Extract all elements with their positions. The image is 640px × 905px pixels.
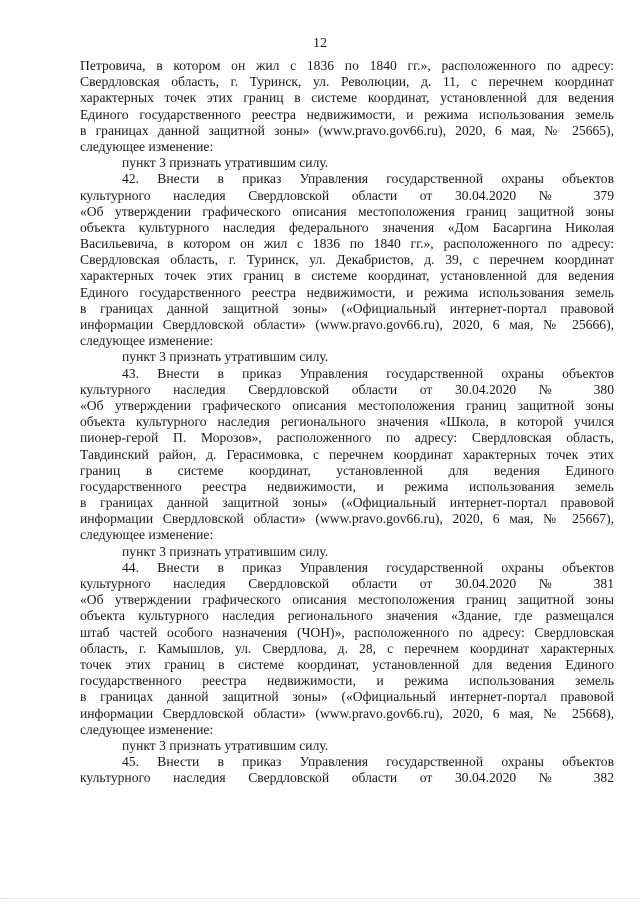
text-line: Васильевича, в котором он жил с 1836 по 1840 гг.», расположенного по адресу: (80, 236, 614, 252)
text-line: Петровича, в котором он жил с 1836 по 1840 гг.», расположенного по адресу: (80, 58, 614, 73)
text-line: точек этих границ в системе координат, установленной для ведения Единого (80, 656, 614, 672)
text-line: область, г. Камышлов, ул. Свердлова, д. 28, с перечнем координат характерных (80, 640, 614, 656)
text-line: объекта культурного наследия регионального значения «Здание, где размещался (80, 608, 614, 624)
text-line: объекта культурного наследия регионального значения «Школа, в которой учился (80, 414, 614, 430)
text-line: культурного наследия Свердловской области от 30.04.2020 № 381 (80, 576, 614, 591)
text-line: границ в системе координат, установленной для ведения Единого (80, 462, 614, 478)
text-line: 43. Внести в приказ Управления государственной охраны объектов (122, 365, 614, 381)
text-line: характерных точек этих границ в системе координат, установленной для ведения (80, 268, 614, 284)
text-line: культурного наследия Свердловской области от 30.04.2020 № 382 (80, 770, 614, 786)
text-line: культурного наследия Свердловской области от 30.04.2020 № 379 (80, 187, 614, 203)
text-line: следующее изменение: (80, 721, 214, 737)
text-line: пункт 3 признать утратившим силу. (122, 543, 329, 559)
text-line: пункт 3 признать утратившим силу. (122, 349, 329, 365)
text-line: следующее изменение: (80, 138, 214, 154)
text-line: 44. Внести в приказ Управления государственной охраны объектов (122, 559, 614, 575)
text-line: «Об утверждении графического описания местоположения границ защитной зоны (80, 397, 614, 413)
text-line: «Об утверждении графического описания местоположения границ защитной зоны (80, 592, 614, 608)
text-line: в границах данной защитной зоны» («Официальный интернет-портал правовой (80, 300, 614, 316)
text-line: «Об утверждении графического описания местоположения границ защитной зоны (80, 203, 614, 219)
text-line: в границах данной защитной зоны» (www.pravo.gov66.ru), 2020, 6 мая, № 25665), (80, 122, 614, 138)
text-line: следующее изменение: (80, 527, 214, 543)
text-line: Единого государственного реестра недвижимости, и режима использования земель (80, 284, 614, 300)
text-line: информации Свердловской области» (www.pravo.gov66.ru), 2020, 6 мая, № 25668), (80, 705, 614, 721)
text-line: в границах данной защитной зоны» («Официальный интернет-портал правовой (80, 495, 614, 511)
text-line: культурного наследия Свердловской области от 30.04.2020 № 380 (80, 381, 614, 397)
text-line: пионер-герой П. Морозов», расположенного по адресу: Свердловская область, (80, 430, 614, 446)
text-line: характерных точек этих границ в системе координат, установленной для ведения (80, 90, 614, 106)
text-line: пункт 3 признать утратившим силу. (122, 155, 329, 171)
text-line: пункт 3 признать утратившим силу. (122, 737, 329, 753)
text-line: штаб частей особого назначения (ЧОН)», расположенного по адресу: Свердловская (80, 624, 614, 640)
page-number: 12 (313, 36, 327, 51)
text-line: 42. Внести в приказ Управления государственной охраны объектов (122, 171, 614, 187)
text-line: государственного реестра недвижимости, и режима использования земель (80, 478, 614, 494)
text-line: объекта культурного наследия федерального значения «Дом Басаргина Николая (80, 219, 614, 235)
text-line: информации Свердловской области» (www.pravo.gov66.ru), 2020, 6 мая, № 25666), (80, 317, 614, 332)
text-line: в границах данной защитной зоны» («Официальный интернет-портал правовой (80, 689, 614, 705)
text-line: Свердловская область, г. Туринск, ул. Декабристов, д. 39, с перечнем координат (80, 252, 614, 268)
text-line: Свердловская область, г. Туринск, ул. Революции, д. 11, с перечнем координат (80, 74, 614, 90)
text-line: Единого государственного реестра недвижимости, и режима использования земель (80, 106, 614, 122)
text-line: следующее изменение: (80, 333, 214, 349)
text-line: Тавдинский район, д. Герасимовка, с перечнем координат характерных точек этих (80, 446, 614, 462)
text-line: 45. Внести в приказ Управления государственной охраны объектов (122, 754, 614, 770)
document-body (80, 58, 614, 786)
text-line: государственного реестра недвижимости, и режима использования земель (80, 673, 614, 689)
scan-bottom-edge (0, 898, 640, 905)
text-line: информации Свердловской области» (www.pravo.gov66.ru), 2020, 6 мая, № 25667), (80, 511, 614, 527)
